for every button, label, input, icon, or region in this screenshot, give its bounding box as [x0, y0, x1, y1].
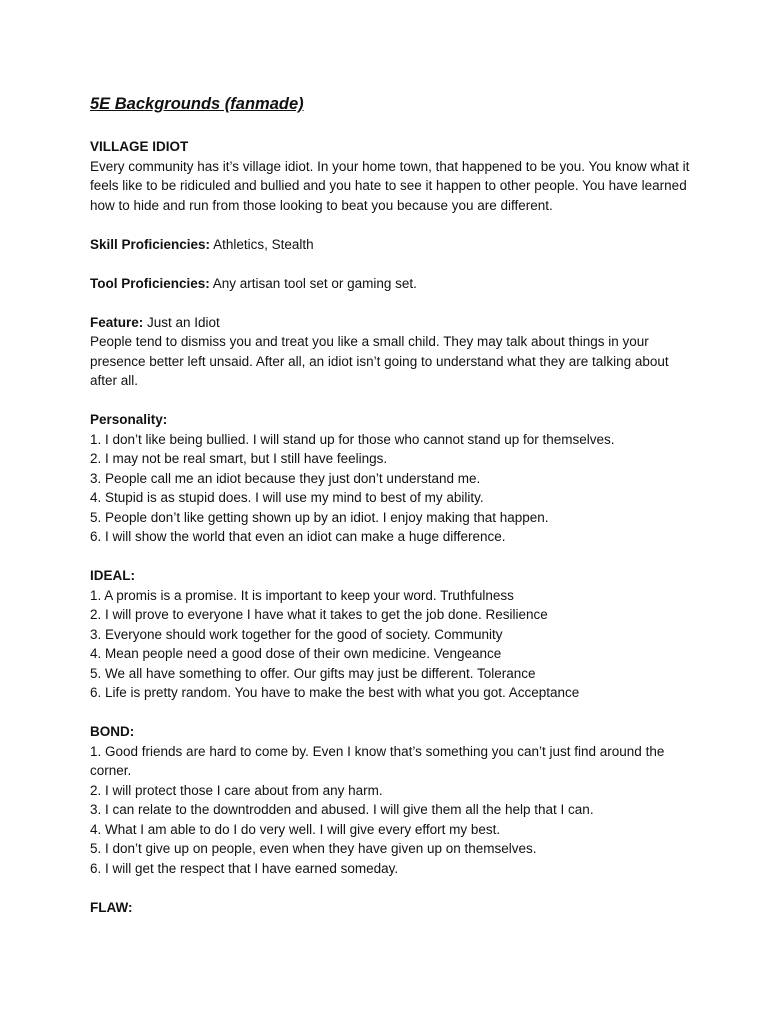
- intro-paragraph: Every community has it’s village idiot. In your home town, that happened to be you. You know what it feels like to be ridiculed and bullied and you hate to see it happen to other people. You have learned how to hide and run from those looking to beat you because you are different.: [90, 158, 690, 213]
- ideal-heading: IDEAL:: [90, 568, 135, 583]
- list-item: 3. People call me an idiot because they just don’t understand me.: [90, 470, 481, 486]
- skill-proficiencies-value: Athletics, Stealth: [210, 236, 314, 252]
- skill-proficiencies-label: Skill Proficiencies:: [90, 236, 211, 252]
- spacer: [90, 391, 690, 411]
- list-item: 1. Good friends are hard to come by. Even I know that’s something you can’t just find around the corner.: [90, 743, 665, 778]
- personality-list: [90, 430, 690, 547]
- document-page: [90, 94, 690, 917]
- spacer: [90, 293, 690, 313]
- spacer: [90, 215, 690, 235]
- feature-value: Just an Idiot: [143, 314, 220, 330]
- list-item: 2. I will protect those I care about from any harm.: [90, 782, 383, 798]
- spacer: [90, 878, 690, 898]
- list-item: 2. I may not be real smart, but I still have feelings.: [90, 451, 388, 466]
- list-item: 4. Mean people need a good dose of their own medicine. Vengeance: [90, 646, 502, 661]
- spacer: [90, 547, 690, 567]
- list-item: 5. I don’t give up on people, even when they have given up on themselves.: [90, 841, 537, 856]
- feature-description: People tend to dismiss you and treat you like a small child. They may talk about things in your presence better left unsaid. After all, an idiot isn’t going to understand what they are talking about after all.: [90, 334, 669, 388]
- tool-proficiencies-value: Any artisan tool set or gaming set.: [209, 275, 417, 291]
- background-name-heading: VILLAGE IDIOT: [90, 139, 189, 154]
- list-item: 5. People don’t like getting shown up by an idiot. I enjoy making that happen.: [90, 509, 549, 525]
- list-item: 4. What I am able to do I do very well. I will give every effort my best.: [90, 821, 501, 837]
- list-item: 6. Life is pretty random. You have to make the best with what you got. Acceptance: [90, 685, 580, 700]
- list-item: 3. Everyone should work together for the good of society. Community: [90, 626, 503, 642]
- list-item: 6. I will get the respect that I have earned someday.: [90, 860, 399, 876]
- flaw-heading: FLAW:: [90, 899, 133, 915]
- spacer: [90, 254, 690, 274]
- list-item: 2. I will prove to everyone I have what it takes to get the job done. Resilience: [90, 607, 548, 622]
- list-item: 4. Stupid is as stupid does. I will use my mind to best of my ability.: [90, 490, 484, 505]
- feature: [90, 313, 690, 333]
- list-item: 6. I will show the world that even an idiot can make a huge difference.: [90, 529, 506, 544]
- list-item: 1. I don’t like being bullied. I will stand up for those who cannot stand up for themselves.: [90, 431, 615, 447]
- personality-heading: Personality:: [90, 412, 168, 427]
- spacer: [90, 703, 690, 723]
- list-item: 3. I can relate to the downtrodden and abused. I will give them all the help that I can.: [90, 802, 594, 817]
- tool-proficiencies: [90, 274, 690, 294]
- bond-list: [90, 742, 690, 879]
- tool-proficiencies-label: Tool Proficiencies:: [90, 275, 210, 291]
- document-title: 5E Backgrounds (fanmade): [90, 95, 304, 113]
- skill-proficiencies: [90, 235, 690, 255]
- list-item: 5. We all have something to offer. Our gifts may just be different. Tolerance: [90, 665, 536, 681]
- list-item: 1. A promis is a promise. It is important to keep your word. Truthfulness: [90, 587, 514, 603]
- bond-heading: BOND:: [90, 724, 135, 739]
- feature-label: Feature:: [90, 314, 144, 330]
- ideal-list: [90, 586, 690, 703]
